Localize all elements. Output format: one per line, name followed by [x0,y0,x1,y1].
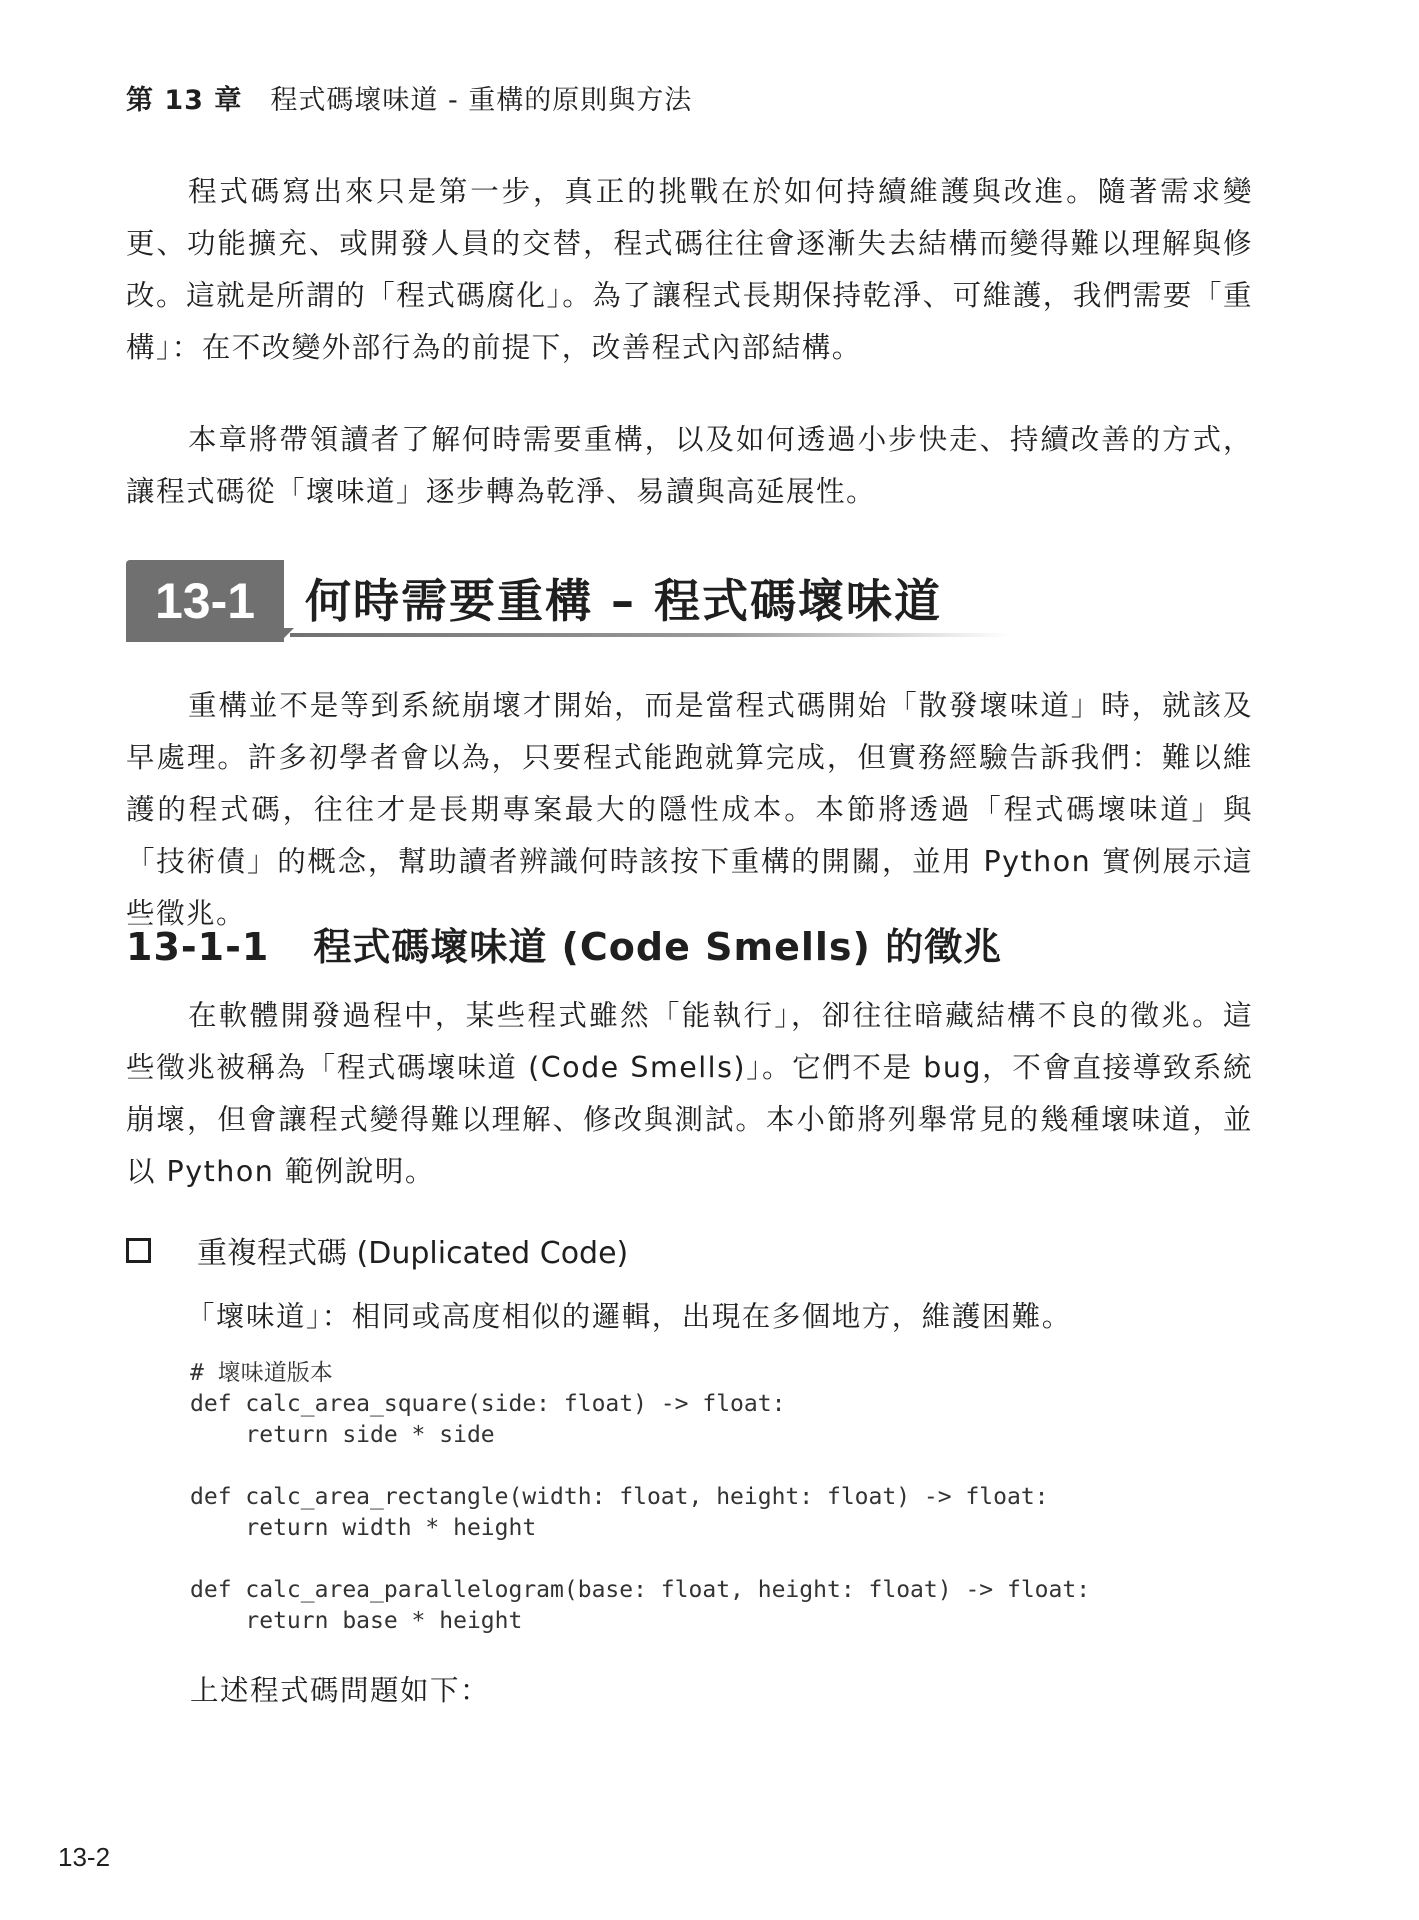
smell-description: 「壞味道」：相同或高度相似的邏輯，出現在多個地方，維護困難。 [186,1300,1072,1333]
section-number-badge: 13-1 [126,560,284,642]
page-number: 13-2 [58,1842,111,1872]
section-underline [290,633,1010,637]
chapter-label: 第 13 章 [126,85,243,116]
checkbox-icon [126,1238,151,1263]
chapter-title: 程式碼壞味道 - 重構的原則與方法 [270,85,693,116]
subsection-text: 在軟體開發過程中，某些程式雖然「能執行」，卻往往暗藏結構不良的徵兆。這些徵兆被稱為「程式碼壞味道 (Code Smells)」。它們不是 bug，不會直接導致系統崩壞，但會讓程式變得難以理解、修改與測試。本小節將列舉常見的幾種壞味道，並以 Python 範例說明。 [126,999,1253,1188]
section-title: 何時需要重構 – 程式碼壞味道 [305,574,943,628]
running-header [126,78,692,117]
after-code-text: 上述程式碼問題如下： [190,1674,491,1707]
intro-text-1: 程式碼寫出來只是第一步，真正的挑戰在於如何持續維護與改進。隨著需求變更、功能擴充、或開發人員的交替，程式碼往往會逐漸失去結構而變得難以理解與修改。這就是所謂的「程式碼腐化」。為了讓程式長期保持乾淨、可維護，我們需要「重構」：在不改變外部行為的前提下，改善程式內部結構。 [126,175,1253,364]
code-block: # 壞味道版本 def calc_area_square(side: float) -> float: return side * side def calc_area_rectangle(width: float, height: float) -> float: return width * height def calc_area_parallelogram(base: float, height: float) -> float: return base * height [190,1360,1091,1634]
intro-paragraph-1 [126,166,1253,374]
section-text: 重構並不是等到系統崩壞才開始，而是當程式碼開始「散發壞味道」時，就該及早處理。許多初學者會以為，只要程式能跑就算完成，但實務經驗告訴我們：難以維護的程式碼，往往才是長期專案最大的隱性成本。本節將透過「程式碼壞味道」與「技術債」的概念，幫助讀者辨識何時該按下重構的開關，並用 Python 實例展示這些徵兆。 [126,689,1253,930]
subsection-title: 程式碼壞味道 (Code Smells) 的徵兆 [313,925,1003,969]
subsection-paragraph [126,990,1253,1198]
subsection-heading [126,916,1002,971]
section-paragraph [126,680,1253,940]
intro-paragraph-2 [126,414,1253,518]
subsection-number: 13-1-1 [126,925,270,969]
bullet-title: 重複程式碼 (Duplicated Code) [197,1236,629,1271]
intro-text-2: 本章將帶領讀者了解何時需要重構，以及如何透過小步快走、持續改善的方式，讓程式碼從「壞味道」逐步轉為乾淨、易讀與高延展性。 [126,423,1253,508]
bullet-heading [126,1228,628,1272]
